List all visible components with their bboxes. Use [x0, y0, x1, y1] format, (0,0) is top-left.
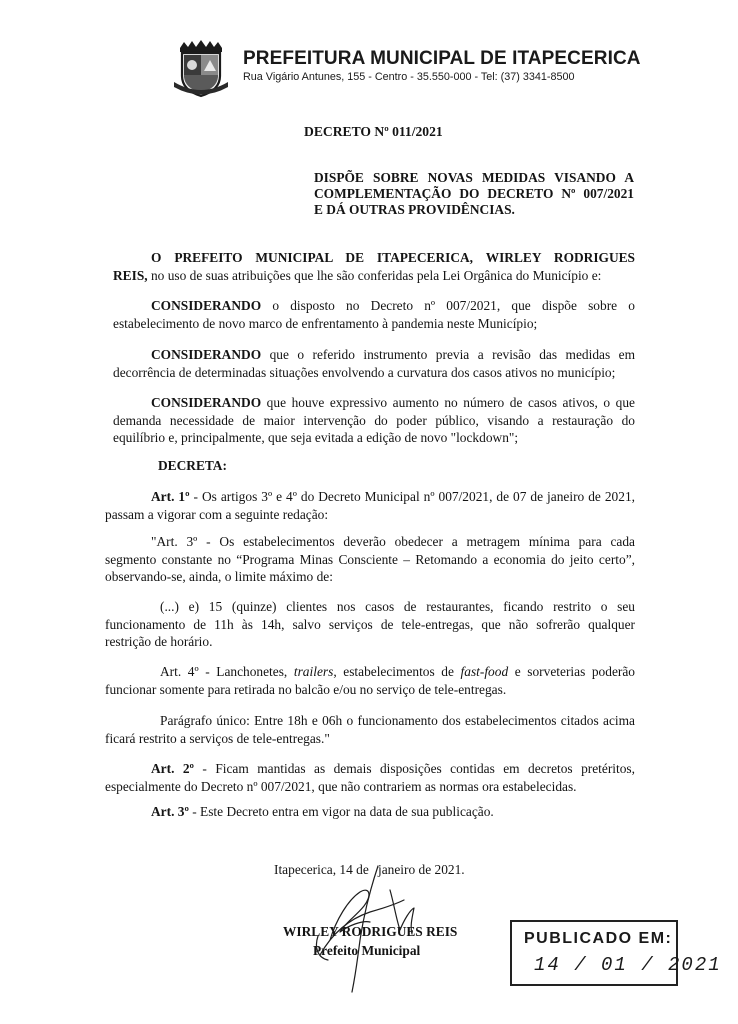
art3-paragraph: [151, 803, 494, 821]
decree-ementa: [314, 170, 634, 218]
considerando-text: o disposto no Decreto nº 007/2021, que dispõe sobre o: [261, 298, 635, 313]
considerando-line: equilíbrio e, principalmente, que seja evitada a edição de novo "lockdown";: [113, 430, 519, 445]
quoted-art3-line: segmento constante no “Programa Minas Consciente – Retomando a economia do jeito certo”,: [105, 551, 635, 567]
considerando-label: CONSIDERANDO: [151, 395, 262, 410]
art1-line: [151, 488, 635, 506]
considerando-paragraph: [113, 297, 635, 332]
art1-paragraph: [105, 488, 635, 523]
art1-label: Art. 1º: [151, 489, 190, 504]
quoted-art4-line: funcionar somente para retirada no balcão e/ou no serviço de tele-entregas.: [105, 681, 507, 697]
quoted-art3-line: "Art. 3º - Os estabelecimentos deverão obedecer a metragem mínima para cada: [151, 534, 635, 549]
quoted-art4-text: , estabelecimentos de: [333, 664, 461, 679]
quoted-art4-text: Art. 4º - Lanchonetes,: [160, 664, 294, 679]
preamble-line: O PREFEITO MUNICIPAL DE ITAPECERICA, WIRLEY RODRIGUES: [151, 250, 635, 265]
municipal-crest-icon: [170, 38, 232, 100]
publication-stamp: [510, 920, 722, 986]
signatory-role: Prefeito Municipal: [313, 943, 421, 958]
considerando-line: [151, 297, 635, 315]
art3-label: Art. 3º: [151, 804, 189, 819]
considerando-text: que o referido instrumento previa a revisão das medidas em: [261, 347, 635, 362]
place-date-part: janeiro de 2021.: [378, 862, 465, 877]
quoted-paragrafo-paragraph: [105, 712, 635, 747]
art2-label: Art. 2º: [151, 761, 194, 776]
quoted-art3-line: observando-se, ainda, o limite máximo de:: [105, 569, 333, 584]
ementa-line: COMPLEMENTAÇÃO DO DECRETO Nº 007/2021: [314, 186, 634, 201]
considerando-line: demanda necessidade de maior intervenção do poder público, visando a restauração do: [113, 412, 635, 428]
art1-line: passam a vigorar com a seguinte redação:: [105, 506, 329, 522]
considerando-label: CONSIDERANDO: [151, 347, 262, 362]
considerando-line: [151, 394, 635, 412]
considerando-line: [151, 346, 635, 364]
quoted-art4-trailers: trailers: [293, 664, 334, 679]
decree-number: DECRETO Nº 011/2021: [304, 124, 443, 139]
place-date-part: Itapecerica, 14 de: [274, 862, 369, 877]
preamble-line: [113, 267, 635, 285]
stamp-date: 14 / 01 / 2021: [534, 954, 722, 976]
decreta-heading: DECRETA:: [158, 458, 227, 473]
considerando-line: estabelecimento de novo marco de enfrentamento à pandemia neste Município;: [113, 315, 538, 331]
quoted-art3-paragraph: [105, 533, 635, 586]
quoted-item-e-line: (...) e) 15 (quinze) clientes nos casos de restaurantes, ficando restrito o seu: [160, 599, 635, 614]
quoted-item-e-paragraph: [105, 598, 635, 651]
art2-line: especialmente do Decreto nº 007/2021, que não contrariem as normas ora estabelecidas.: [105, 778, 577, 794]
quoted-item-e-line: restrição de horário.: [105, 634, 213, 649]
art3-text: - Este Decreto entra em vigor na data de sua publicação.: [188, 804, 494, 819]
ementa-line: E DÁ OUTRAS PROVIDÊNCIAS.: [314, 202, 515, 217]
considerando-label: CONSIDERANDO: [151, 298, 262, 313]
prefeitura-title: PREFEITURA MUNICIPAL DE ITAPECERICA: [243, 48, 641, 69]
quoted-paragrafo-line: Parágrafo único: Entre 18h e 06h o funcionamento dos estabelecimentos citados acima: [160, 713, 635, 728]
considerando-line: decorrência de determinadas situações envolvendo a curvatura dos casos ativos no município;: [113, 364, 616, 380]
stamp-title: PUBLICADO EM:: [524, 930, 673, 947]
preamble-paragraph: [113, 249, 635, 284]
considerando-paragraph: [113, 346, 635, 381]
art2-line: [151, 760, 635, 778]
ementa-line: DISPÕE SOBRE NOVAS MEDIDAS VISANDO A: [314, 170, 634, 185]
quoted-art4-paragraph: [105, 663, 635, 698]
preamble-rest: no uso de suas atribuições que lhe são conferidas pela Lei Orgânica do Município e:: [147, 267, 602, 283]
art1-text: - Os artigos 3º e 4º do Decreto Municipal nº 007/2021, de 07 de janeiro de 2021,: [189, 489, 635, 504]
preamble-reis: REIS,: [113, 267, 148, 283]
art2-paragraph: [105, 760, 635, 795]
quoted-art4-fastfood: fast-food: [460, 664, 509, 679]
quoted-art4-text: e sorveterias poderão: [508, 664, 635, 679]
quoted-art4-line: [160, 663, 635, 681]
quoted-paragrafo-line: ficará restrito a serviços de tele-entregas.": [105, 730, 330, 746]
considerando-paragraph: [113, 394, 635, 447]
signatory-name: WIRLEY RODRIGUES REIS: [283, 924, 458, 939]
prefeitura-address: Rua Vigário Antunes, 155 - Centro - 35.550-000 - Tel: (37) 3341-8500: [243, 71, 575, 83]
considerando-text: que houve expressivo aumento no número de casos ativos, o que: [261, 395, 635, 410]
art2-text: - Ficam mantidas as demais disposições contidas em decretos pretéritos,: [193, 761, 635, 776]
quoted-item-e-line: funcionamento de 11h às 14h, salvo serviços de tele-entregas, que não sofrerão qualquer: [105, 616, 635, 632]
handwritten-signature-icon: [300, 860, 430, 995]
